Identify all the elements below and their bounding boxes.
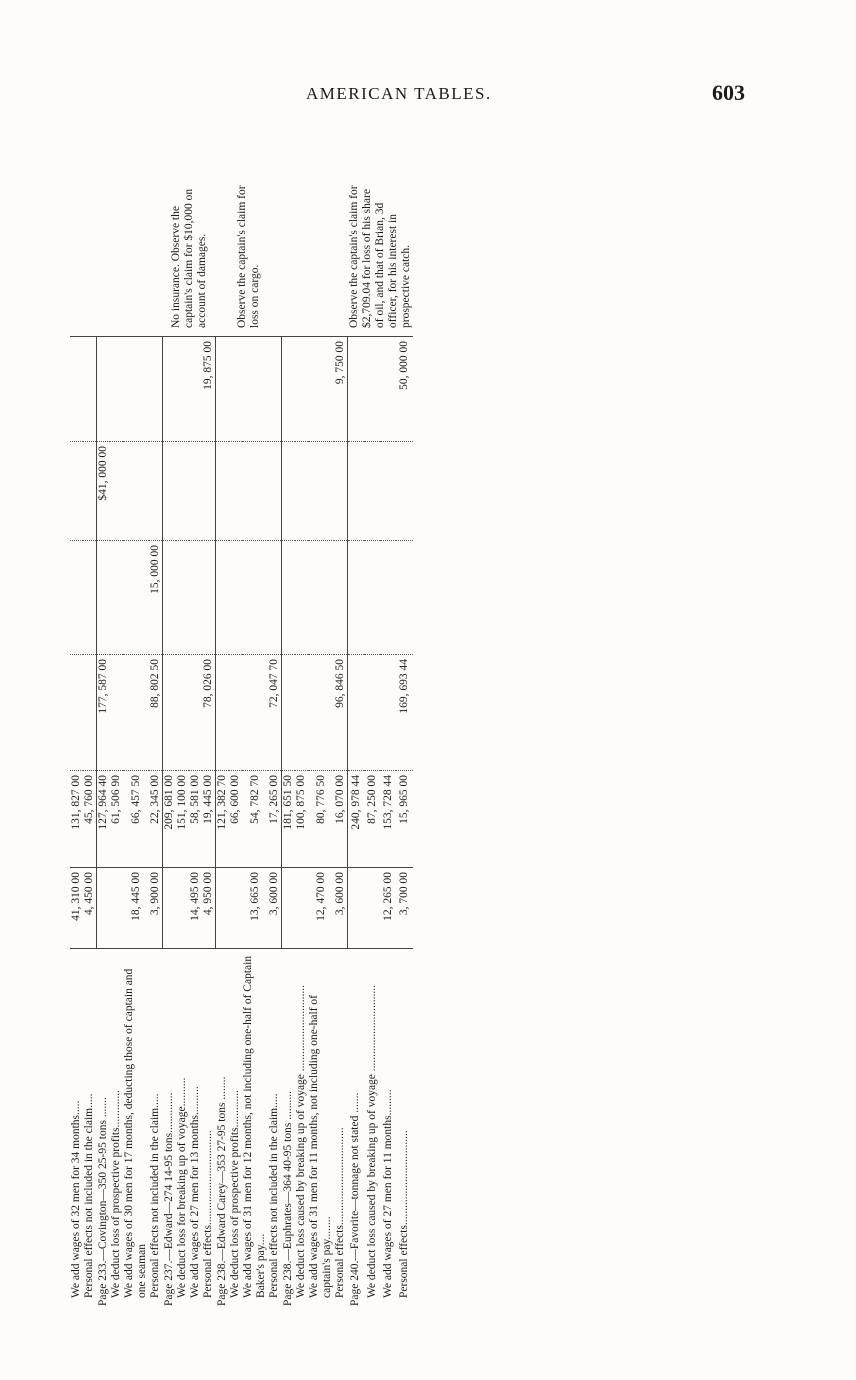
table-row [176,177,189,1310]
amount-cell-b [334,771,348,868]
amount-cell-c [334,655,348,771]
remark-cell [97,177,163,337]
amount-value: 9, 750 00 [334,341,346,385]
amount-cell-f [123,337,149,442]
amount-cell-d [295,541,308,655]
amount-value: 4, 450 00 [83,872,95,916]
amount-cell-a [364,868,380,949]
amount-cell-e [308,442,334,541]
amount-cell-e [334,442,348,541]
table-row [380,177,396,1310]
amount-cell-a [348,868,365,949]
amount-value: 66, 457 50 [129,775,142,824]
amount-value: 66, 600 00 [229,775,241,824]
row-description: We add wages of 31 men for 11 months, not including one-half of captain's pay........ [308,994,333,1298]
amount-cell-b [176,771,189,868]
amount-cell-a [70,868,83,949]
amount-cell-e [163,442,177,541]
amount-cell-a [83,868,97,949]
amount-value: 54, 782 70 [248,775,261,824]
amount-value: 72, 047 70 [268,659,280,708]
row-description: Page 240.—Favorite—tonnage not stated ....... [349,1092,362,1306]
amount-cell-b [202,771,216,868]
table-row [97,177,111,1310]
amount-cell-c [282,655,296,771]
amount-cell-a [396,868,412,949]
amount-value: 19, 445 00 [202,775,214,824]
row-description: Page 237.—Edward—274 14-95 tons.............. [162,1092,175,1306]
amount-cell-d [70,541,83,655]
amount-cell-a [295,868,308,949]
amount-value: 127, 964 40 [97,775,109,830]
amount-cell-e [229,442,242,541]
table-row [242,177,268,1310]
amount-value: 87, 250 00 [365,775,378,824]
amount-cell-d [364,541,380,655]
table-row [282,177,296,1310]
table-row [110,177,123,1310]
amount-cell-f [216,337,230,442]
amount-value: 169, 693 44 [397,659,410,714]
table-row [229,177,242,1310]
amount-cell-a [149,868,163,949]
amount-cell-d [334,541,348,655]
row-description: Personal effects................................. [397,1130,410,1298]
amount-cell-c [149,655,163,771]
amount-value: 240, 978 44 [349,775,362,830]
amount-cell-a [334,868,348,949]
table-row [202,177,216,1310]
table-row [163,177,177,1310]
amount-value: 131, 827 00 [70,775,82,830]
amount-value: 12, 265 00 [381,872,394,921]
amount-value: 22, 345 00 [149,775,161,824]
amount-cell-e [123,442,149,541]
amount-cell-e [189,442,202,541]
amount-cell-c [348,655,365,771]
amount-value: 61, 506 90 [110,775,122,824]
page-header-title: AMERICAN TABLES. [306,84,492,103]
amount-cell-a [110,868,123,949]
amount-cell-e [149,442,163,541]
amount-cell-f [176,337,189,442]
amount-cell-c [308,655,334,771]
table-row [364,177,380,1310]
amount-value: 88, 802 50 [149,659,161,708]
amount-cell-d [110,541,123,655]
page-number: 603 [712,80,745,105]
amount-cell-f [242,337,268,442]
amount-value: 41, 310 00 [70,872,82,921]
row-description: We add wages of 31 men for 12 months, not including one-half of Captain Baker's pay.... [242,955,267,1298]
amount-cell-d [229,541,242,655]
rotated-claims-table [70,185,735,1310]
amount-value: 78, 026 00 [202,659,214,708]
amount-cell-a [163,868,177,949]
amount-value: 13, 665 00 [248,872,261,921]
amount-cell-c [268,655,282,771]
amount-cell-a [202,868,216,949]
amount-cell-d [348,541,365,655]
table-row [396,177,412,1310]
row-description: We add wages of 27 men for 11 months......... [381,1089,394,1298]
amount-cell-b [308,771,334,868]
amount-cell-c [364,655,380,771]
amount-value: 80, 776 50 [314,775,327,824]
amount-cell-b [83,771,97,868]
amount-cell-a [176,868,189,949]
amount-cell-a [242,868,268,949]
amount-cell-a [380,868,396,949]
amount-cell-b [242,771,268,868]
amount-cell-f [97,337,111,442]
amount-cell-a [308,868,334,949]
amount-value: 12, 470 00 [314,872,327,921]
amount-cell-c [229,655,242,771]
amount-cell-c [163,655,177,771]
amount-value: $41, 000 00 [97,446,109,501]
amount-value: 58, 581 00 [189,775,201,824]
amount-cell-a [282,868,296,949]
table-row [149,177,163,1310]
amount-cell-e [242,442,268,541]
amount-cell-c [176,655,189,771]
amount-cell-e [282,442,296,541]
amount-cell-b [149,771,163,868]
claims-table [70,177,413,1310]
amount-cell-e [110,442,123,541]
amount-cell-f [380,337,396,442]
row-description: Page 233.—Covington—350 25-95 tons ....... [96,1097,109,1306]
row-description: We deduct loss of prospective profits............. [229,1090,241,1298]
amount-cell-e [396,442,412,541]
amount-cell-e [202,442,216,541]
amount-cell-e [364,442,380,541]
amount-cell-b [295,771,308,868]
amount-cell-e [216,442,230,541]
row-description: Personal effects not included in the claim..... [83,1093,96,1298]
amount-cell-c [70,655,83,771]
amount-cell-f [364,337,380,442]
amount-cell-d [242,541,268,655]
amount-value: 100, 875 00 [295,775,307,830]
amount-cell-d [149,541,163,655]
amount-value: 209, 681 00 [163,775,175,830]
row-description: Page 238.—Euphrates—364 40-95 tons .......... [281,1091,294,1306]
amount-cell-f [70,337,83,442]
amount-cell-b [216,771,230,868]
amount-value: 15, 000 00 [149,545,161,594]
amount-cell-f [163,337,177,442]
amount-cell-b [123,771,149,868]
amount-cell-e [97,442,111,541]
row-description: We add wages of 27 men for 13 months.......... [189,1086,201,1298]
amount-value: 121, 382 70 [216,775,228,830]
table-row [83,177,97,1310]
amount-cell-b [189,771,202,868]
row-description: Personal effects.................................. [334,1127,347,1298]
amount-cell-a [189,868,202,949]
amount-value: 181, 651 50 [282,775,294,830]
amount-cell-d [83,541,97,655]
amount-value: 14, 495 00 [189,872,201,921]
amount-value: 3, 600 00 [334,872,346,916]
amount-cell-d [163,541,177,655]
amount-cell-c [110,655,123,771]
row-description: We deduct loss caused by breaking up of voyage .............................. [365,984,378,1298]
amount-value: 17, 265 00 [268,775,280,824]
amount-cell-e [348,442,365,541]
amount-cell-e [70,442,83,541]
table-row [334,177,348,1310]
amount-cell-d [189,541,202,655]
amount-cell-f [282,337,296,442]
amount-value: 18, 445 00 [129,872,142,921]
amount-cell-d [176,541,189,655]
row-description: Personal effects not included in the claim..... [268,1093,281,1298]
amount-value: 151, 100 00 [176,775,188,830]
amount-cell-b [364,771,380,868]
amount-cell-f [396,337,412,442]
row-description: We deduct loss caused by breaking up of voyage .............................. [295,984,307,1298]
amount-value: 50, 000 00 [397,341,410,390]
amount-cell-f [295,337,308,442]
amount-value: 19, 875 00 [202,341,214,390]
row-description: Personal effects not included in the claim..... [149,1093,162,1298]
amount-cell-f [189,337,202,442]
remark-cell: Observe the captain's claim for $2,709.04 for loss of his share of oil, and that of Brian, 3d officer, for his interest in prospective catch. [348,177,413,337]
row-description: We add wages of 32 men for 34 months..... [70,1100,82,1298]
amount-cell-c [189,655,202,771]
amount-value: 3, 700 00 [397,872,410,916]
amount-cell-e [268,442,282,541]
amount-value: 16, 070 00 [334,775,346,824]
amount-cell-a [268,868,282,949]
remark-cell: Observe the captain's claim for loss on cargo. [216,177,282,337]
amount-cell-d [380,541,396,655]
amount-cell-e [295,442,308,541]
amount-cell-f [334,337,348,442]
amount-cell-b [163,771,177,868]
table-row [308,177,334,1310]
amount-cell-d [123,541,149,655]
row-description: We deduct loss of prospective profits............. [110,1090,122,1298]
amount-cell-a [97,868,111,949]
row-description: Personal effects................................. [202,1130,215,1298]
amount-cell-d [308,541,334,655]
amount-cell-f [308,337,334,442]
amount-value: 15, 965 00 [397,775,410,824]
amount-cell-c [242,655,268,771]
amount-cell-b [268,771,282,868]
amount-cell-b [348,771,365,868]
amount-value: 4, 950 00 [202,872,214,916]
amount-cell-d [97,541,111,655]
amount-cell-b [380,771,396,868]
amount-cell-c [396,655,412,771]
amount-value: 153, 728 44 [381,775,394,830]
table-row [70,177,83,1310]
amount-value: 177, 587 00 [97,659,109,714]
amount-cell-d [396,541,412,655]
table-row [268,177,282,1310]
amount-cell-a [123,868,149,949]
amount-cell-b [110,771,123,868]
table-row [295,177,308,1310]
amount-cell-f [268,337,282,442]
amount-cell-f [149,337,163,442]
table-row [348,177,365,1310]
amount-value: 3, 900 00 [149,872,161,916]
row-description: We deduct loss for breaking up of voyage.......... [176,1077,188,1298]
amount-value: 96, 846 50 [334,659,346,708]
amount-cell-b [282,771,296,868]
amount-cell-f [83,337,97,442]
remark-cell: No insurance. Observe the captain's claim for $10,000 on account of damages. [163,177,216,337]
table-row [216,177,230,1310]
amount-cell-e [83,442,97,541]
row-description: Page 238.—Edward Carey—353 27-95 tons ........ [215,1076,228,1306]
amount-cell-d [282,541,296,655]
amount-cell-b [229,771,242,868]
amount-cell-c [97,655,111,771]
row-description: We add wages of 30 men for 17 months, deducting those of captain and one seaman [123,968,148,1298]
amount-cell-f [110,337,123,442]
amount-cell-d [216,541,230,655]
amount-cell-d [268,541,282,655]
amount-cell-b [97,771,111,868]
amount-cell-c [202,655,216,771]
remark-cell [70,177,97,337]
amount-cell-c [123,655,149,771]
amount-cell-e [380,442,396,541]
amount-cell-c [216,655,230,771]
amount-cell-a [216,868,230,949]
amount-cell-b [70,771,83,868]
amount-cell-f [348,337,365,442]
table-row [123,177,149,1310]
amount-cell-e [176,442,189,541]
amount-value: 45, 760 00 [83,775,95,824]
amount-cell-d [202,541,216,655]
amount-cell-f [229,337,242,442]
amount-cell-f [202,337,216,442]
amount-cell-b [396,771,412,868]
amount-cell-c [295,655,308,771]
table-row [189,177,202,1310]
remark-cell [282,177,348,337]
amount-cell-c [380,655,396,771]
amount-cell-c [83,655,97,771]
amount-cell-a [229,868,242,949]
amount-value: 3, 600 00 [268,872,280,916]
